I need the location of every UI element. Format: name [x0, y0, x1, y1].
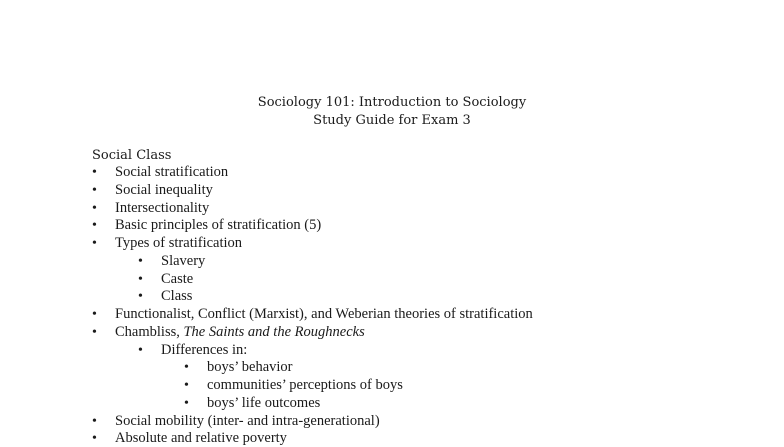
bullet-icon: •	[92, 218, 97, 233]
list-item-text: boys’ behavior	[207, 359, 293, 375]
list-item-text: Intersectionality	[115, 200, 210, 216]
list-item-text: Social stratification	[115, 164, 229, 180]
bullet-icon: •	[184, 396, 189, 411]
list-item-text	[115, 324, 365, 341]
list-item	[0, 200, 784, 217]
list-item	[0, 288, 784, 305]
bullet-icon: •	[138, 272, 143, 287]
list-item-text: Social mobility (inter- and intra-generational)	[115, 413, 380, 429]
bullet-icon: •	[92, 183, 97, 198]
bullet-icon: •	[184, 378, 189, 393]
list-item-text: Absolute and relative poverty	[115, 430, 287, 446]
list-item	[0, 413, 784, 430]
list-item-text: Functionalist, Conflict (Marxist), and Weberian theories of stratification	[115, 306, 533, 322]
list-item-text: Basic principles of stratification (5)	[115, 217, 322, 233]
bullet-icon: •	[138, 254, 143, 269]
list-item	[0, 377, 784, 394]
list-item-text: Types of stratification	[115, 235, 243, 251]
bullet-icon: •	[138, 343, 143, 358]
list-item	[0, 359, 784, 376]
list-item	[0, 182, 784, 199]
list-item-text: Caste	[161, 271, 194, 287]
bullet-icon: •	[92, 414, 97, 429]
list-item	[0, 164, 784, 181]
list-item	[0, 217, 784, 234]
list-item-text: boys’ life outcomes	[207, 395, 321, 411]
bullet-icon: •	[92, 325, 97, 340]
section-heading-social-class: Social Class	[92, 148, 172, 163]
list-item	[0, 235, 784, 252]
bullet-icon: •	[184, 360, 189, 375]
list-item	[0, 342, 784, 359]
list-item-text: Social inequality	[115, 182, 213, 198]
list-item	[0, 324, 784, 341]
bullet-icon: •	[92, 165, 97, 180]
list-item	[0, 306, 784, 323]
document-subtitle: Study Guide for Exam 3	[313, 113, 471, 128]
list-item-text: Slavery	[161, 253, 206, 269]
bullet-icon: •	[92, 307, 97, 322]
work-title: The Saints and the Roughnecks	[183, 324, 365, 340]
list-item	[0, 271, 784, 288]
bullet-icon: •	[92, 201, 97, 216]
bullet-icon: •	[138, 289, 143, 304]
list-item-text-prefix: Chambliss,	[115, 324, 184, 340]
list-item-text: Differences in:	[161, 342, 248, 358]
list-item	[0, 430, 784, 447]
bullet-icon: •	[92, 431, 97, 446]
list-item-text: Class	[161, 288, 193, 304]
list-item-text: communities’ perceptions of boys	[207, 377, 403, 393]
list-item	[0, 395, 784, 412]
list-item	[0, 253, 784, 270]
bullet-icon: •	[92, 236, 97, 251]
document-title: Sociology 101: Introduction to Sociology	[257, 95, 527, 110]
